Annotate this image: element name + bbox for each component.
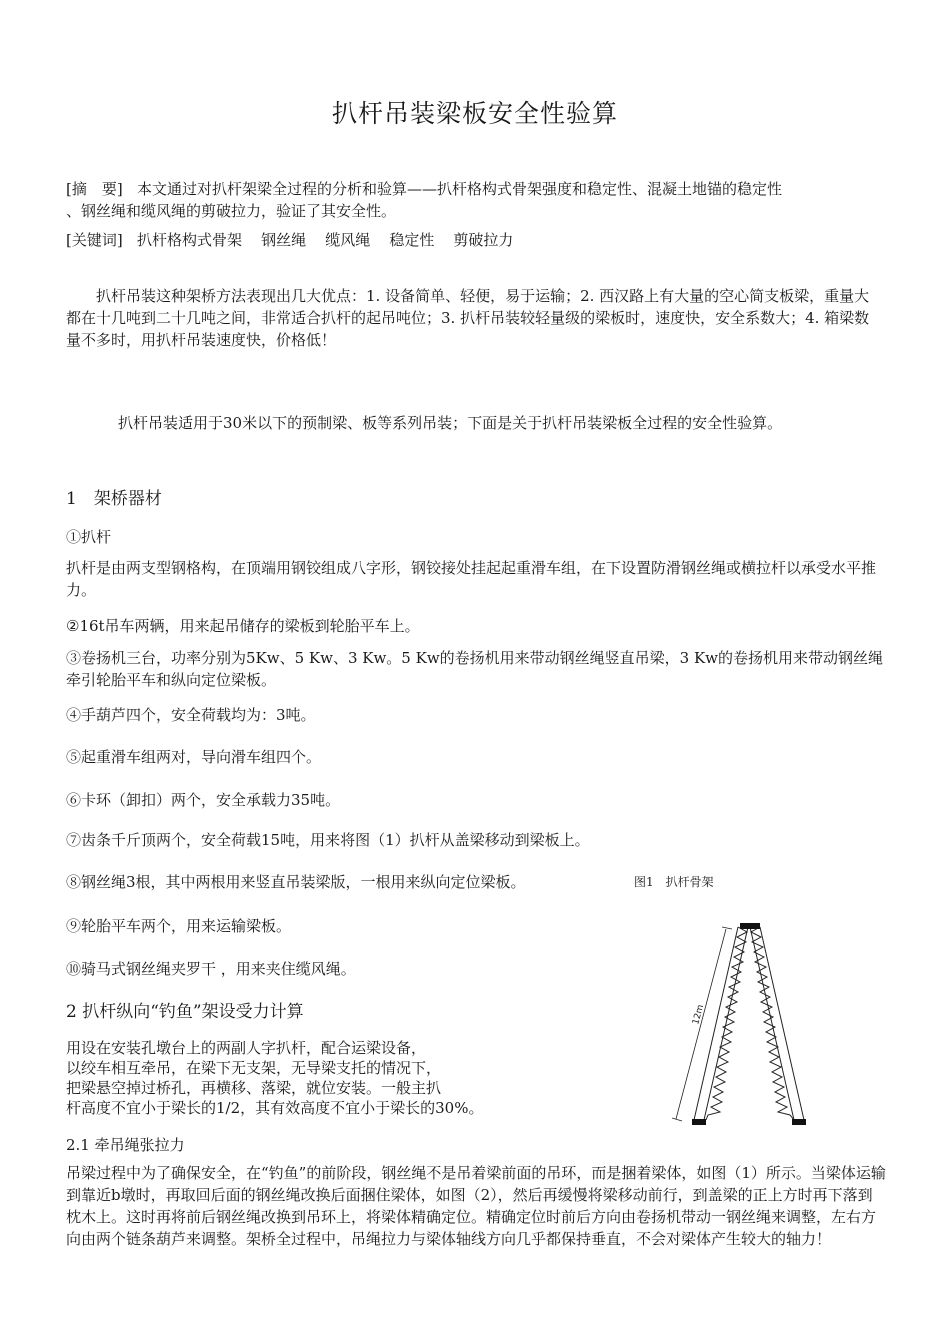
keywords xyxy=(66,229,888,251)
keyword: 稳定性 xyxy=(389,231,435,249)
intro-paragraph: 扒杆吊装这种架桥方法表现出几大优点：1. 设备简单、轻便，易于运输；2. 西汉路上有大量的空心简支板梁，重量大都在十几吨到二十几吨之间，非常适合扒杆的起吊吨位；3. 扒杆吊装较轻量级的梁板时，速度快，安全系数大；4. 箱梁数量不多时，用扒杆吊装速度快，价格低！ xyxy=(66,287,870,349)
keyword: 缆风绳 xyxy=(325,231,371,249)
abstract-text-continued: 、钢丝绳和缆风绳的剪破拉力，验证了其安全性。 xyxy=(66,202,397,220)
list-item: ⑦齿条千斤顶两个，安全荷载15吨，用来将图（1）扒杆从盖梁移动到梁板上。 xyxy=(66,831,590,849)
page-title: 扒杆吊装梁板安全性验算 xyxy=(331,99,618,128)
figure-caption: 图1 扒杆骨架 xyxy=(634,875,714,889)
paragraph-line: 杆高度不宜小于梁长的1/2，其有效高度不宜小于梁长的30%。 xyxy=(66,1099,484,1117)
keywords-label: [关键词] xyxy=(66,231,123,249)
list-item: ⑤起重滑车组两对，导向滑车组四个。 xyxy=(66,748,322,766)
keyword: 钢丝绳 xyxy=(261,231,307,249)
paragraph-line: 以绞车相互牵吊，在梁下无支架，无导梁支托的情况下， xyxy=(66,1059,442,1077)
abstract-text: 本文通过对扒杆架梁全过程的分析和验算——扒杆格构式骨架强度和稳定性、混凝土地锚的稳定性 xyxy=(137,180,783,198)
subsection-paragraph: 吊梁过程中为了确保安全，在“钓鱼”的前阶段，钢丝绳不是吊着梁前面的吊环，而是捆着梁体，如图（1）所示。当梁体运输到靠近b墩时，再取回后面的钢丝绳改换后面捆住梁体，如图（2），然后再缓慢将梁移动前行，到盖梁的正上方时再下落到枕木上。这时再将前后钢丝绳改换到吊环上，将梁体精确定位。精确定位时前后方向由卷扬机带动一钢丝绳来调整，左右方向由两个链条葫芦来调整。架桥全过程中，吊绳拉力与梁体轴线方向几乎都保持垂直，不会对梁体产生较大的轴力！ xyxy=(66,1164,886,1248)
list-item: ③卷扬机三台，功率分别为5Kw、5 Kw、3 Kw。5 Kw的卷扬机用来带动钢丝绳竖直吊梁，3 Kw的卷扬机用来带动钢丝绳牵引轮胎平车和纵向定位梁板。 xyxy=(66,649,884,689)
section-heading: 1 架桥器材 xyxy=(66,489,162,509)
top-hinge xyxy=(740,923,760,929)
list-item: 扒杆是由两支型钢格构，在顶端用钢铰组成八字形，钢铰接处挂起起重滑车组，在下设置防滑钢丝绳或横拉杆以承受水平推力。 xyxy=(66,559,877,599)
list-item: ⑥卡环（卸扣）两个，安全承载力35吨。 xyxy=(66,791,341,809)
gin-pole-frame-figure xyxy=(660,915,830,1135)
paragraph-line: 用设在安装孔墩台上的两副人字扒杆，配合运梁设备， xyxy=(66,1039,427,1057)
keyword: 扒杆格构式骨架 xyxy=(137,231,243,249)
section-heading: 2 扒杆纵向“钓鱼”架设受力计算 xyxy=(66,1002,304,1022)
left-foot xyxy=(692,1119,706,1125)
list-item: ⑨轮胎平车两个，用来运输梁板。 xyxy=(66,917,292,935)
subsection-heading: 2.1 牵吊绳张拉力 xyxy=(66,1136,185,1154)
keyword: 剪破拉力 xyxy=(453,231,514,249)
paragraph-line: 把梁悬空掉过桥孔，再横移、落梁，就位安装。一般主扒 xyxy=(66,1079,442,1097)
list-item: ④手葫芦四个，安全荷载均为：3吨。 xyxy=(66,706,316,724)
list-item-title: ①扒杆 xyxy=(66,528,112,546)
intro-paragraph-scope: 扒杆吊装适用于30米以下的预制梁、板等系列吊装；下面是关于扒杆吊装梁板全过程的安全性验算。 xyxy=(118,414,783,432)
list-item: ⑩骑马式钢丝绳夹罗干 ，用来夹住缆风绳。 xyxy=(66,960,356,978)
list-item: ⑧钢丝绳3根，其中两根用来竖直吊装梁版，一根用来纵向定位梁板。 xyxy=(66,873,526,891)
list-item: ②16t吊车两辆，用来起吊储存的梁板到轮胎平车上。 xyxy=(66,617,420,635)
section-paragraph xyxy=(66,1038,536,1118)
abstract xyxy=(66,178,888,222)
right-foot xyxy=(792,1119,806,1125)
abstract-label: [摘 要] xyxy=(66,180,123,198)
dimension-label: 12m xyxy=(691,1003,707,1026)
